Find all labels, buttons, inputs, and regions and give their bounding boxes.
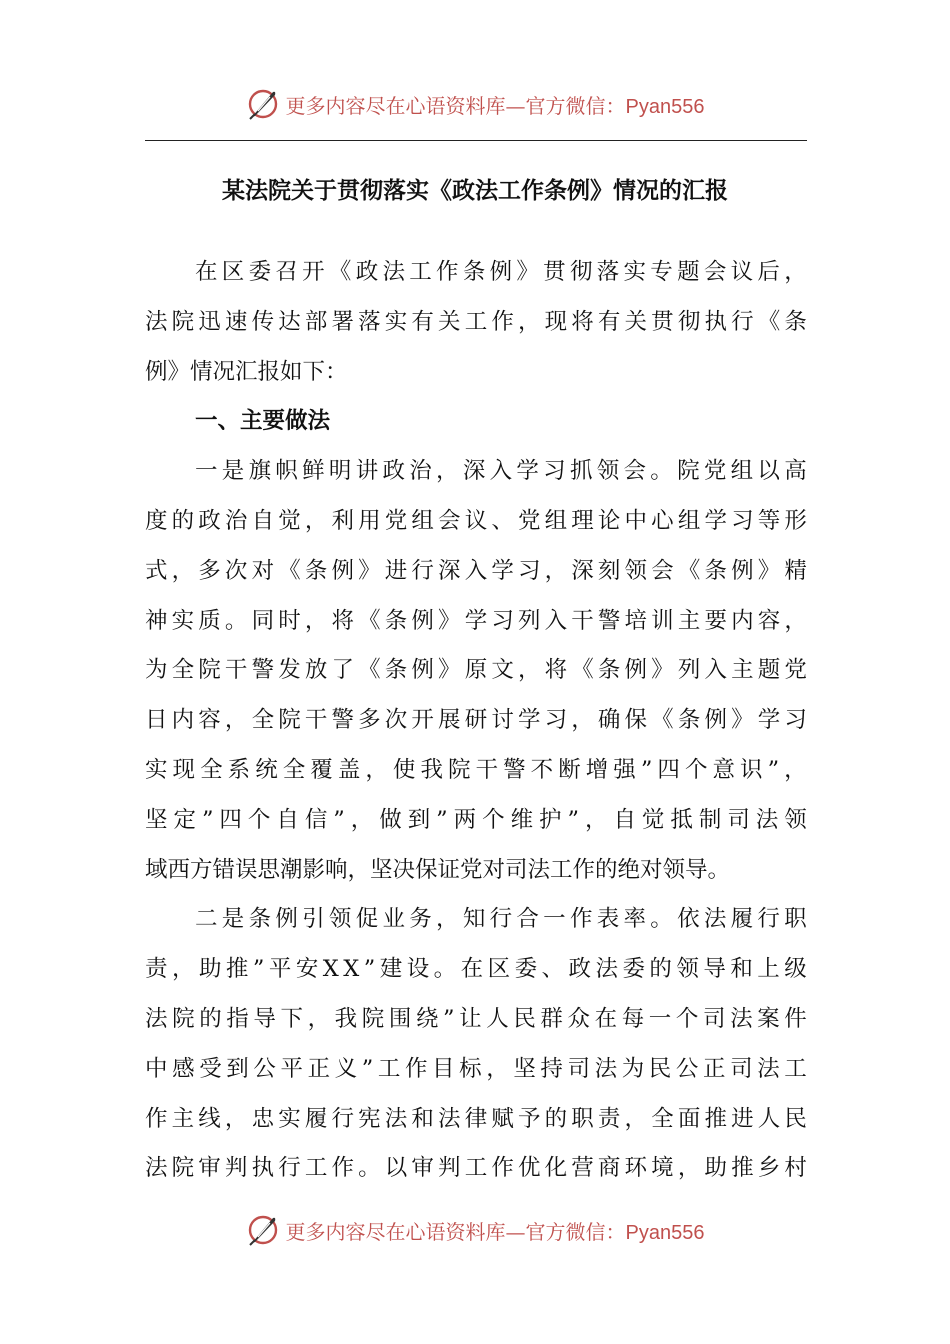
header-rule xyxy=(145,140,807,141)
text-line: 神 实 质 。 同 时 ， 将 《 条 例 》 学 习 列 入 干 警 培 训 主 要 内 容 ， xyxy=(145,607,807,634)
document-title: 某法院关于贯彻落实《政法工作条例》情况的汇报 xyxy=(222,177,728,204)
quill-pen-circle-icon xyxy=(246,1213,280,1247)
banner-separator: — xyxy=(505,1219,526,1244)
header-banner xyxy=(0,84,950,124)
banner-library-text: 更多内容尽在心语资料库 xyxy=(285,93,506,118)
text-line: 法 院 的 指 导 下 ， 我 院 围 绕 ” 让 人 民 群 众 在 每 一 个 司 法 案 件 xyxy=(145,1005,807,1032)
text-line: 日 内 容 ， 全 院 干 警 多 次 开 展 研 讨 学 习 ， 确 保 《 条 例 》 学 习 xyxy=(145,707,807,734)
text-line: 实 现 全 系 统 全 覆 盖 ， 使 我 院 干 警 不 断 增 强 ” 四 个 意 识 ” ， xyxy=(145,756,807,783)
footer-banner xyxy=(0,1210,950,1250)
text-line: 一 是 旗 帜 鲜 明 讲 政 治 ， 深 入 学 习 抓 领 会 。 院 党 组 以 高 xyxy=(195,458,807,485)
banner-wechat-label: 官方微信： xyxy=(525,93,626,118)
banner-text xyxy=(286,1216,705,1245)
text-line: 二 是 条 例 引 领 促 业 务 ， 知 行 合 一 作 表 率 。 依 法 履 行 职 xyxy=(195,906,807,933)
text-line: 坚 定 ” 四 个 自 信 ” ， 做 到 ” 两 个 维 护 ” ， 自 觉 抵 制 司 法 领 xyxy=(145,806,807,833)
section-heading: 一、主要做法 xyxy=(195,408,331,435)
banner-wechat-id: Pyan556 xyxy=(625,95,705,118)
document-body xyxy=(145,248,807,1194)
text-line: 法 院 迅 速 传 达 部 署 落 实 有 关 工 作 ， 现 将 有 关 贯 彻 执 行 《 条 xyxy=(145,308,807,335)
text-line: 为 全 院 干 警 发 放 了 《 条 例 》 原 文 ， 将 《 条 例 》 列 入 主 题 党 xyxy=(145,657,807,684)
banner-wechat-label: 官方微信： xyxy=(525,1219,626,1244)
text-line: 例》情况汇报如下： xyxy=(145,358,348,385)
quill-pen-circle-icon xyxy=(246,87,280,121)
banner-wechat-id: Pyan556 xyxy=(625,1221,705,1244)
banner-separator: — xyxy=(505,93,526,118)
text-line: 法 院 审 判 执 行 工 作 。 以 审 判 工 作 优 化 营 商 环 境 ， 助 推 乡 村 xyxy=(145,1155,807,1182)
text-line: 作 主 线 ， 忠 实 履 行 宪 法 和 法 律 赋 予 的 职 责 ， 全 面 推 进 人 民 xyxy=(145,1105,807,1132)
text-line: 域西方错误思潮影响，坚决保证党对司法工作的绝对领导。 xyxy=(145,856,731,883)
text-line: 式 ， 多 次 对 《 条 例 》 进 行 深 入 学 习 ， 深 刻 领 会 《 条 例 》 精 xyxy=(145,557,807,584)
text-line: 中 感 受 到 公 平 正 义 ” 工 作 目 标 ， 坚 持 司 法 为 民 公 正 司 法 工 xyxy=(145,1055,807,1082)
text-line: 责 ， 助 推 ” 平 安 X X ” 建 设 。 在 区 委 、 政 法 委 的 领 导 和 上 级 xyxy=(145,956,807,983)
text-line: 在 区 委 召 开 《 政 法 工 作 条 例 》 贯 彻 落 实 专 题 会 议 后 ， xyxy=(195,259,807,285)
text-line: 度 的 政 治 自 觉 ， 利 用 党 组 会 议 、 党 组 理 论 中 心 组 学 习 等 形 xyxy=(145,507,807,534)
banner-text xyxy=(286,90,705,119)
banner-library-text: 更多内容尽在心语资料库 xyxy=(285,1219,506,1244)
